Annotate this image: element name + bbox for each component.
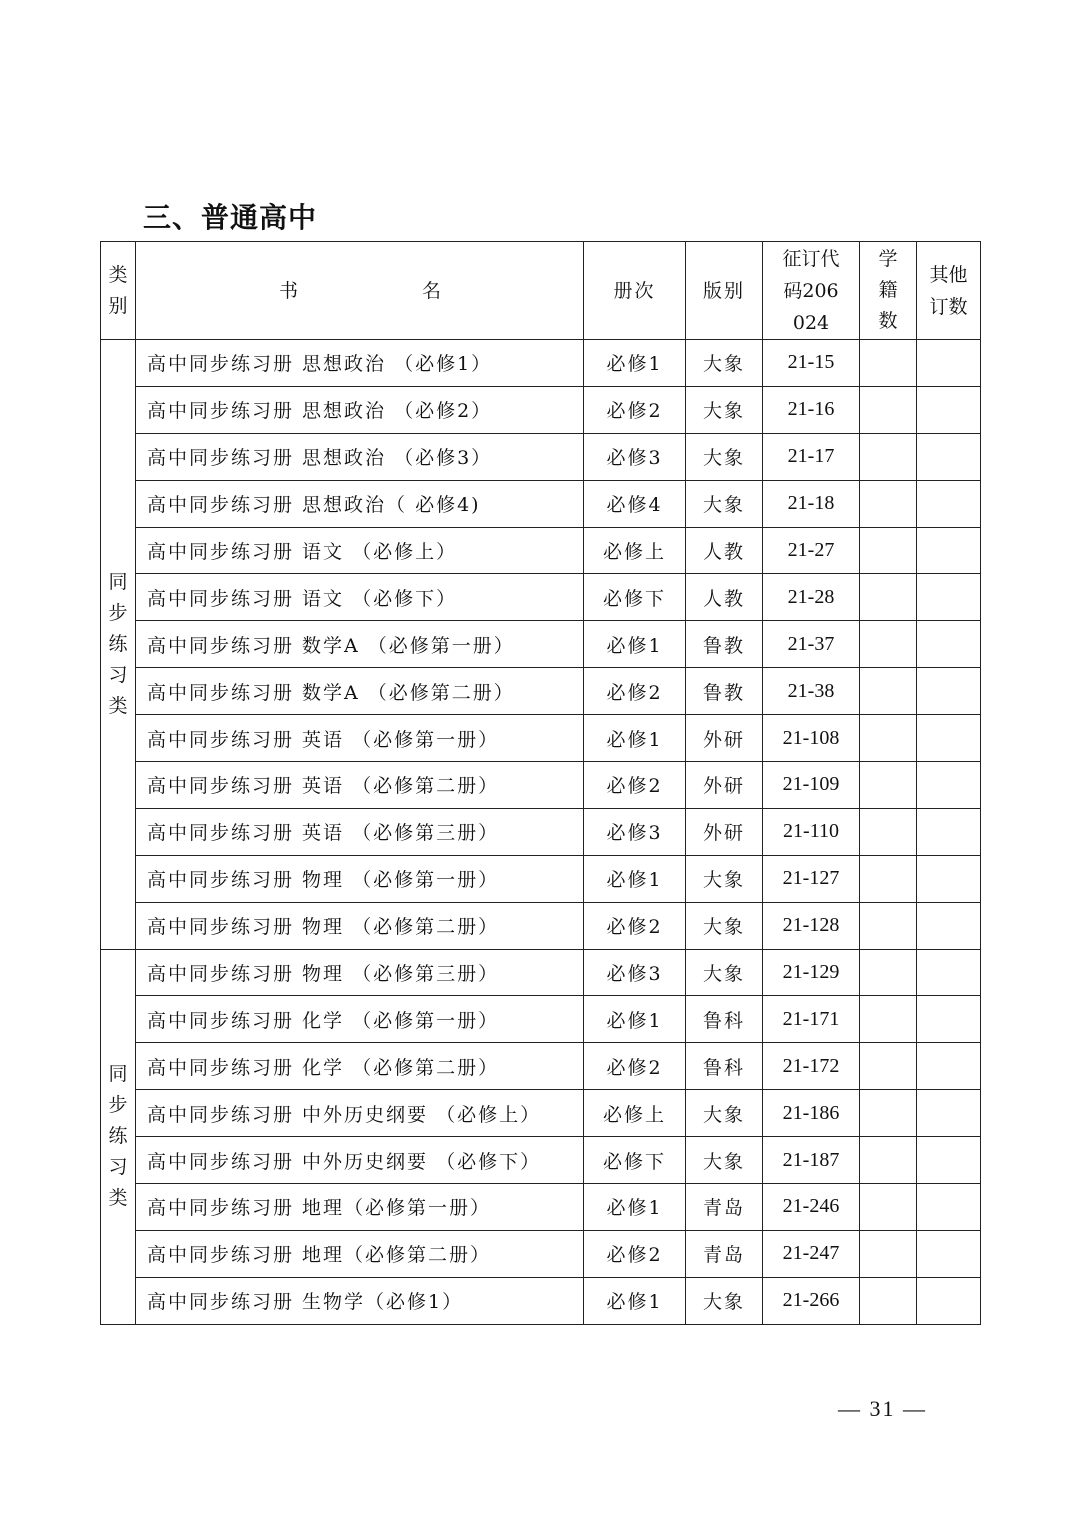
edition-cell: 鲁科 — [686, 1043, 763, 1090]
table-row — [101, 855, 981, 902]
edition-cell: 外研 — [686, 808, 763, 855]
enrolled-count-cell[interactable] — [860, 386, 917, 433]
volume-cell: 必修1 — [584, 855, 686, 902]
other-count-cell[interactable] — [917, 527, 981, 574]
enrolled-count-cell[interactable] — [860, 1230, 917, 1277]
volume-cell: 必修1 — [584, 621, 686, 668]
enrolled-count-cell[interactable] — [860, 668, 917, 715]
other-count-cell[interactable] — [917, 433, 981, 480]
enrolled-count-cell[interactable] — [860, 1277, 917, 1324]
edition-cell: 鲁科 — [686, 996, 763, 1043]
volume-cell: 必修2 — [584, 902, 686, 949]
other-count-cell[interactable] — [917, 340, 981, 387]
table-row — [101, 996, 981, 1043]
other-count-cell[interactable] — [917, 902, 981, 949]
enrolled-count-cell[interactable] — [860, 902, 917, 949]
volume-cell: 必修下 — [584, 574, 686, 621]
enrolled-count-cell[interactable] — [860, 1090, 917, 1137]
header-category: 类别 — [101, 242, 136, 340]
code-cell: 21-18 — [763, 480, 860, 527]
code-cell: 21-129 — [763, 949, 860, 996]
edition-cell: 青岛 — [686, 1184, 763, 1231]
other-count-cell[interactable] — [917, 480, 981, 527]
page-number: — 31 — — [838, 1396, 927, 1421]
volume-cell: 必修3 — [584, 808, 686, 855]
other-count-cell[interactable] — [917, 762, 981, 809]
code-cell: 21-38 — [763, 668, 860, 715]
code-cell: 21-247 — [763, 1230, 860, 1277]
book-name-cell: 高中同步练习册 化学 （必修第二册） — [136, 1043, 584, 1090]
enrolled-count-cell[interactable] — [860, 808, 917, 855]
table-row — [101, 715, 981, 762]
volume-cell: 必修3 — [584, 433, 686, 480]
code-cell: 21-108 — [763, 715, 860, 762]
volume-cell: 必修2 — [584, 386, 686, 433]
volume-cell: 必修2 — [584, 1043, 686, 1090]
header-code: 征订代码206024 — [763, 242, 860, 340]
book-name-cell: 高中同步练习册 英语 （必修第一册） — [136, 715, 584, 762]
code-cell: 21-110 — [763, 808, 860, 855]
book-name-cell: 高中同步练习册 数学A （必修第二册） — [136, 668, 584, 715]
table-row — [101, 480, 981, 527]
volume-cell: 必修1 — [584, 1277, 686, 1324]
code-cell: 21-16 — [763, 386, 860, 433]
category-cell: 同步练习类 — [101, 340, 136, 950]
section-title: 三、普通高中 — [143, 201, 318, 234]
category-cell: 同步练习类 — [101, 949, 136, 1324]
table-row — [101, 1043, 981, 1090]
volume-cell: 必修1 — [584, 996, 686, 1043]
header-other: 其他订数 — [917, 242, 981, 340]
other-count-cell[interactable] — [917, 1277, 981, 1324]
edition-cell: 大象 — [686, 1277, 763, 1324]
book-name-cell: 高中同步练习册 语文 （必修下） — [136, 574, 584, 621]
book-name-cell: 高中同步练习册 思想政治 （必修3） — [136, 433, 584, 480]
code-cell: 21-127 — [763, 855, 860, 902]
book-name-cell: 高中同步练习册 物理 （必修第一册） — [136, 855, 584, 902]
other-count-cell[interactable] — [917, 808, 981, 855]
enrolled-count-cell[interactable] — [860, 433, 917, 480]
table-row — [101, 949, 981, 996]
enrolled-count-cell[interactable] — [860, 855, 917, 902]
header-edition: 版别 — [686, 242, 763, 340]
volume-cell: 必修上 — [584, 1090, 686, 1137]
other-count-cell[interactable] — [917, 574, 981, 621]
table-row — [101, 902, 981, 949]
table-row — [101, 621, 981, 668]
other-count-cell[interactable] — [917, 949, 981, 996]
edition-cell: 大象 — [686, 949, 763, 996]
book-name-cell: 高中同步练习册 思想政治（ 必修4) — [136, 480, 584, 527]
book-name-cell: 高中同步练习册 数学A （必修第一册） — [136, 621, 584, 668]
volume-cell: 必修上 — [584, 527, 686, 574]
other-count-cell[interactable] — [917, 1184, 981, 1231]
book-name-cell: 高中同步练习册 化学 （必修第一册） — [136, 996, 584, 1043]
edition-cell: 鲁教 — [686, 668, 763, 715]
code-cell: 21-266 — [763, 1277, 860, 1324]
edition-cell: 鲁教 — [686, 621, 763, 668]
edition-cell: 大象 — [686, 340, 763, 387]
enrolled-count-cell[interactable] — [860, 480, 917, 527]
header-row — [101, 242, 981, 340]
other-count-cell[interactable] — [917, 621, 981, 668]
textbook-order-table — [100, 241, 981, 1325]
enrolled-count-cell[interactable] — [860, 715, 917, 762]
edition-cell: 人教 — [686, 527, 763, 574]
enrolled-count-cell[interactable] — [860, 574, 917, 621]
header-book-name-part1: 书 — [279, 279, 299, 302]
book-name-cell: 高中同步练习册 英语 （必修第三册） — [136, 808, 584, 855]
book-name-cell: 高中同步练习册 地理（必修第一册） — [136, 1184, 584, 1231]
volume-cell: 必修1 — [584, 1184, 686, 1231]
enrolled-count-cell[interactable] — [860, 949, 917, 996]
book-name-cell: 高中同步练习册 中外历史纲要 （必修下） — [136, 1137, 584, 1184]
volume-cell: 必修2 — [584, 762, 686, 809]
edition-cell: 青岛 — [686, 1230, 763, 1277]
code-cell: 21-28 — [763, 574, 860, 621]
edition-cell: 大象 — [686, 1090, 763, 1137]
book-name-cell: 高中同步练习册 中外历史纲要 （必修上） — [136, 1090, 584, 1137]
header-book-name — [136, 242, 584, 340]
table-row — [101, 386, 981, 433]
table-row — [101, 1277, 981, 1324]
edition-cell: 大象 — [686, 386, 763, 433]
book-name-cell: 高中同步练习册 物理 （必修第二册） — [136, 902, 584, 949]
table-body — [101, 340, 981, 1325]
table-row — [101, 527, 981, 574]
edition-cell: 外研 — [686, 715, 763, 762]
enrolled-count-cell[interactable] — [860, 340, 917, 387]
header-enrolled: 学籍数 — [860, 242, 917, 340]
code-cell: 21-27 — [763, 527, 860, 574]
enrolled-count-cell[interactable] — [860, 1137, 917, 1184]
enrolled-count-cell[interactable] — [860, 762, 917, 809]
code-cell: 21-37 — [763, 621, 860, 668]
enrolled-count-cell[interactable] — [860, 1184, 917, 1231]
code-cell: 21-109 — [763, 762, 860, 809]
other-count-cell[interactable] — [917, 996, 981, 1043]
volume-cell: 必修1 — [584, 340, 686, 387]
code-cell: 21-171 — [763, 996, 860, 1043]
book-name-cell: 高中同步练习册 英语 （必修第二册） — [136, 762, 584, 809]
other-count-cell[interactable] — [917, 1230, 981, 1277]
table-row — [101, 574, 981, 621]
edition-cell: 大象 — [686, 480, 763, 527]
code-cell: 21-186 — [763, 1090, 860, 1137]
other-count-cell[interactable] — [917, 1090, 981, 1137]
other-count-cell[interactable] — [917, 386, 981, 433]
edition-cell: 外研 — [686, 762, 763, 809]
volume-cell: 必修2 — [584, 1230, 686, 1277]
other-count-cell[interactable] — [917, 1137, 981, 1184]
enrolled-count-cell[interactable] — [860, 527, 917, 574]
table-row — [101, 1137, 981, 1184]
book-name-cell: 高中同步练习册 思想政治 （必修1） — [136, 340, 584, 387]
book-name-cell: 高中同步练习册 思想政治 （必修2） — [136, 386, 584, 433]
table-row — [101, 340, 981, 387]
code-cell: 21-15 — [763, 340, 860, 387]
enrolled-count-cell[interactable] — [860, 621, 917, 668]
header-volume: 册次 — [584, 242, 686, 340]
table-row — [101, 1230, 981, 1277]
other-count-cell[interactable] — [917, 715, 981, 762]
code-cell: 21-128 — [763, 902, 860, 949]
code-cell: 21-172 — [763, 1043, 860, 1090]
book-name-cell: 高中同步练习册 语文 （必修上） — [136, 527, 584, 574]
book-name-cell: 高中同步练习册 地理（必修第二册） — [136, 1230, 584, 1277]
header-book-name-part2: 名 — [421, 279, 441, 302]
volume-cell: 必修4 — [584, 480, 686, 527]
edition-cell: 大象 — [686, 855, 763, 902]
book-name-cell: 高中同步练习册 生物学（必修1） — [136, 1277, 584, 1324]
enrolled-count-cell[interactable] — [860, 996, 917, 1043]
code-cell: 21-17 — [763, 433, 860, 480]
other-count-cell[interactable] — [917, 1043, 981, 1090]
volume-cell: 必修2 — [584, 668, 686, 715]
edition-cell: 大象 — [686, 902, 763, 949]
table-row — [101, 1090, 981, 1137]
edition-cell: 人教 — [686, 574, 763, 621]
table-row — [101, 762, 981, 809]
edition-cell: 大象 — [686, 433, 763, 480]
code-cell: 21-187 — [763, 1137, 860, 1184]
volume-cell: 必修下 — [584, 1137, 686, 1184]
table-row — [101, 1184, 981, 1231]
other-count-cell[interactable] — [917, 855, 981, 902]
volume-cell: 必修1 — [584, 715, 686, 762]
code-cell: 21-246 — [763, 1184, 860, 1231]
edition-cell: 大象 — [686, 1137, 763, 1184]
other-count-cell[interactable] — [917, 668, 981, 715]
volume-cell: 必修3 — [584, 949, 686, 996]
enrolled-count-cell[interactable] — [860, 1043, 917, 1090]
table-row — [101, 808, 981, 855]
book-name-cell: 高中同步练习册 物理 （必修第三册） — [136, 949, 584, 996]
table-row — [101, 668, 981, 715]
table-row — [101, 433, 981, 480]
